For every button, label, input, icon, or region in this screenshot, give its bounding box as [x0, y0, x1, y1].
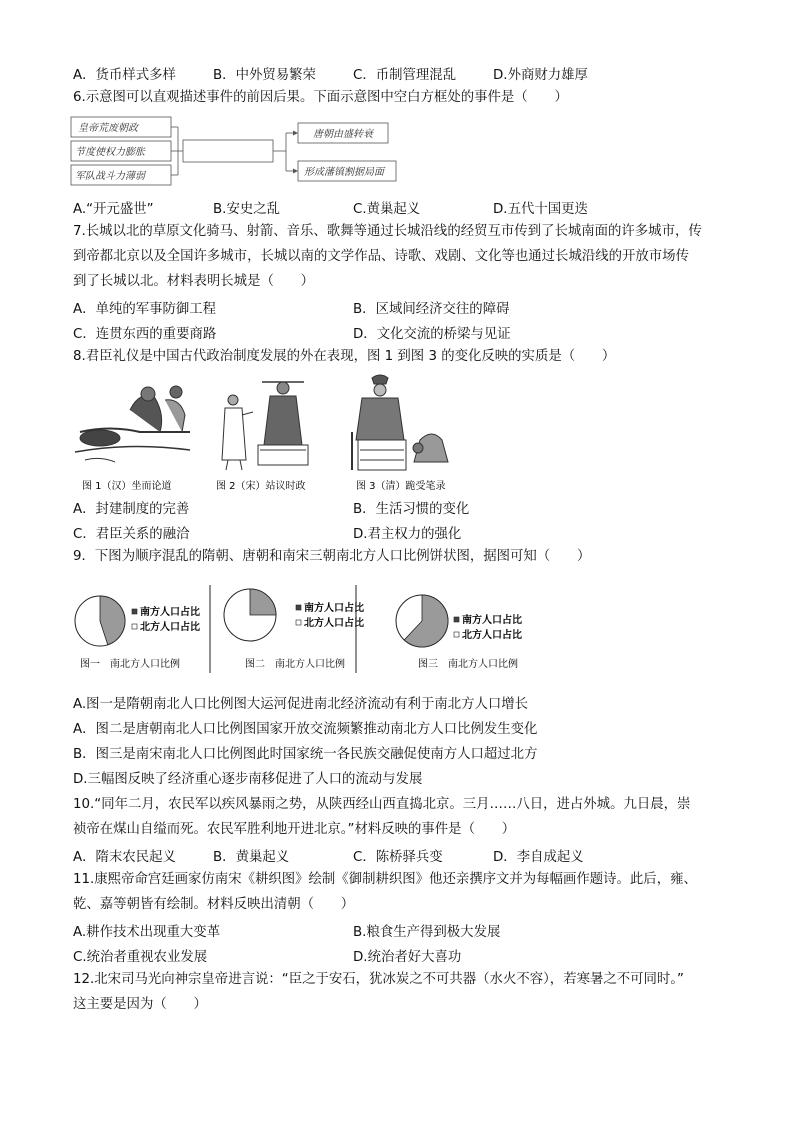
q9-stem: 9．下图为顺序混乱的隋朝、唐朝和南宋三朝南北方人口比例饼状图，据图可知（ ） — [73, 549, 591, 564]
q6-effect-2: 形成藩镇割据局面 — [304, 167, 384, 178]
q8-figure-2-caption: 图 2（宋）站议时政 — [216, 481, 306, 492]
pie-2-legend-swatch-1 — [296, 605, 301, 610]
q8-figure-1-image — [75, 386, 190, 462]
pie-1-legend-label-1: 南方人口占比 — [140, 607, 200, 618]
q11-option-b: B.粮食生产得到极大发展 — [353, 925, 501, 940]
pie-1-legend-swatch-2 — [132, 624, 137, 629]
q8-figure-1-caption: 图 1（汉）坐而论道 — [82, 481, 172, 492]
q12-stem-line-1: 12.北宋司马光向神宗皇帝进言说：“臣之于安石，犹冰炭之不可共器（水火不容），若寒暑之不可同时。” — [73, 972, 684, 987]
q12-stem-line-2: 这主要是因为（ ） — [73, 997, 207, 1012]
q10-option-a: A．隋末农民起义 — [73, 850, 176, 865]
pie-3-legend-label-1: 南方人口占比 — [462, 615, 522, 626]
q11-options — [0, 921, 794, 965]
q5-option-a: A．货币样式多样 — [73, 68, 176, 83]
q7-option-a: A．单纯的军事防御工程 — [73, 302, 217, 317]
q6-options — [0, 198, 794, 216]
q9-option-4: D.三幅图反映了经济重心逐步南移促进了人口的流动与发展 — [73, 772, 423, 787]
q11-option-c: C.统治者重视农业发展 — [73, 950, 208, 965]
pie-3-legend-swatch-1 — [454, 617, 459, 622]
q11-stem-line-2: 乾、嘉等朝皆有绘制。材料反映出清朝（ ） — [73, 897, 355, 912]
q8-stem: 8.君臣礼仪是中国古代政治制度发展的外在表现，图 1 到图 3 的变化反映的实质是（ ） — [73, 349, 616, 364]
q6-center-blank-box — [183, 140, 273, 162]
pie-1-legend-label-2: 北方人口占比 — [140, 622, 200, 633]
q10-option-c: C．陈桥驿兵变 — [353, 850, 443, 865]
q8-option-b: B．生活习惯的变化 — [353, 502, 470, 517]
q7-stem-line-1: 7.长城以北的草原文化骑马、射箭、音乐、歌舞等通过长城沿线的经贸互市传到了长城南面的许多城市，传 — [73, 224, 702, 239]
q10-options — [0, 846, 794, 864]
q10-stem-line-1: 10.“同年二月，农民军以疾风暴雨之势，从陕西经山西直捣北京。三月……八日，进占外城。九日晨，崇 — [73, 797, 691, 812]
q9-option-1: A.图一是隋朝南北人口比例图大运河促进南北经济流动有利于南北方人口增长 — [73, 697, 529, 712]
q7-option-d: D．文化交流的桥梁与见证 — [353, 327, 511, 342]
q11-option-a: A.耕作技术出现重大变革 — [73, 925, 221, 940]
q6-cause-3: 军队战斗力薄弱 — [75, 171, 145, 182]
q8-figure-3-image — [352, 375, 448, 470]
q8-etiquette-illustrations — [70, 370, 470, 495]
q8-option-c: C．君臣关系的融洽 — [73, 527, 190, 542]
q11-stem-line-1: 11.康熙帝命宫廷画家仿南宋《耕织图》绘制《御制耕织图》他还亲撰序文并为每幅画作题诗。此后，雍、 — [73, 872, 697, 887]
q10-option-b: B．黄巢起义 — [213, 850, 290, 865]
pie-2-caption: 图二 南北方人口比例 — [245, 659, 345, 670]
q10-option-d: D．李自成起义 — [493, 850, 584, 865]
q7-options — [0, 298, 794, 342]
q9-option-2: A．图二是唐朝南北人口比例图国家开放交流频繁推动南北方人口比例发生变化 — [73, 722, 538, 737]
q6-effect-1: 唐朝由盛转衰 — [313, 129, 373, 140]
pie-3-caption: 图三 南北方人口比例 — [418, 659, 518, 670]
q6-cause-effect-diagram — [70, 114, 400, 188]
q5-option-b: B．中外贸易繁荣 — [213, 68, 316, 83]
pie-2-legend-label-1: 南方人口占比 — [304, 603, 364, 614]
q7-option-b: B．区域间经济交往的障碍 — [353, 302, 510, 317]
q8-figure-2-image — [222, 382, 308, 470]
q6-cause-2: 节度使权力膨胀 — [75, 147, 145, 158]
q7-stem-line-3: 到了长城以北。材料表明长城是（ ） — [73, 274, 315, 289]
q11-option-d: D.统治者好大喜功 — [353, 950, 462, 965]
q8-figure-3-caption: 图 3（清）跪受笔录 — [356, 481, 446, 492]
q6-option-b: B.安史之乱 — [213, 202, 281, 217]
q10-stem-line-2: 祯帝在煤山自缢而死。农民军胜利地开进北京。”材料反映的事件是（ ） — [73, 822, 516, 837]
q5-option-c: C．币制管理混乱 — [353, 68, 457, 83]
q6-option-d: D.五代十国更迭 — [493, 202, 588, 217]
q9-pie-charts — [70, 585, 530, 685]
q8-option-d: D.君主权力的强化 — [353, 527, 462, 542]
pie-3-legend-swatch-2 — [454, 632, 459, 637]
pie-1-caption: 图一 南北方人口比例 — [80, 659, 180, 670]
pie-3-legend-label-2: 北方人口占比 — [462, 630, 522, 641]
pie-2-legend-swatch-2 — [296, 620, 301, 625]
q6-cause-1: 皇帝荒废朝政 — [78, 123, 138, 134]
pie-2-legend-label-2: 北方人口占比 — [304, 618, 364, 629]
q8-options — [0, 498, 794, 542]
q6-stem: 6.示意图可以直观描述事件的前因后果。下面示意图中空白方框处的事件是（ ） — [73, 90, 568, 105]
q7-option-c: C．连贯东西的重要商路 — [73, 327, 217, 342]
q6-option-c: C.黄巢起义 — [353, 202, 421, 217]
q5-options — [0, 64, 794, 82]
q7-stem-line-2: 到帝都北京以及全国许多城市，长城以南的文学作品、诗歌、戏剧、文化等也通过长城沿线的开放市场传 — [73, 249, 689, 264]
q8-option-a: A．封建制度的完善 — [73, 502, 190, 517]
pie-1-legend-swatch-1 — [132, 609, 137, 614]
q9-option-3: B．图三是南宋南北人口比例图此时国家统一各民族交融促使南方人口超过北方 — [73, 747, 538, 762]
pie-2-south-slice — [250, 589, 276, 615]
q5-option-d: D.外商财力雄厚 — [493, 68, 588, 83]
q6-option-a: A.“开元盛世” — [73, 202, 154, 217]
